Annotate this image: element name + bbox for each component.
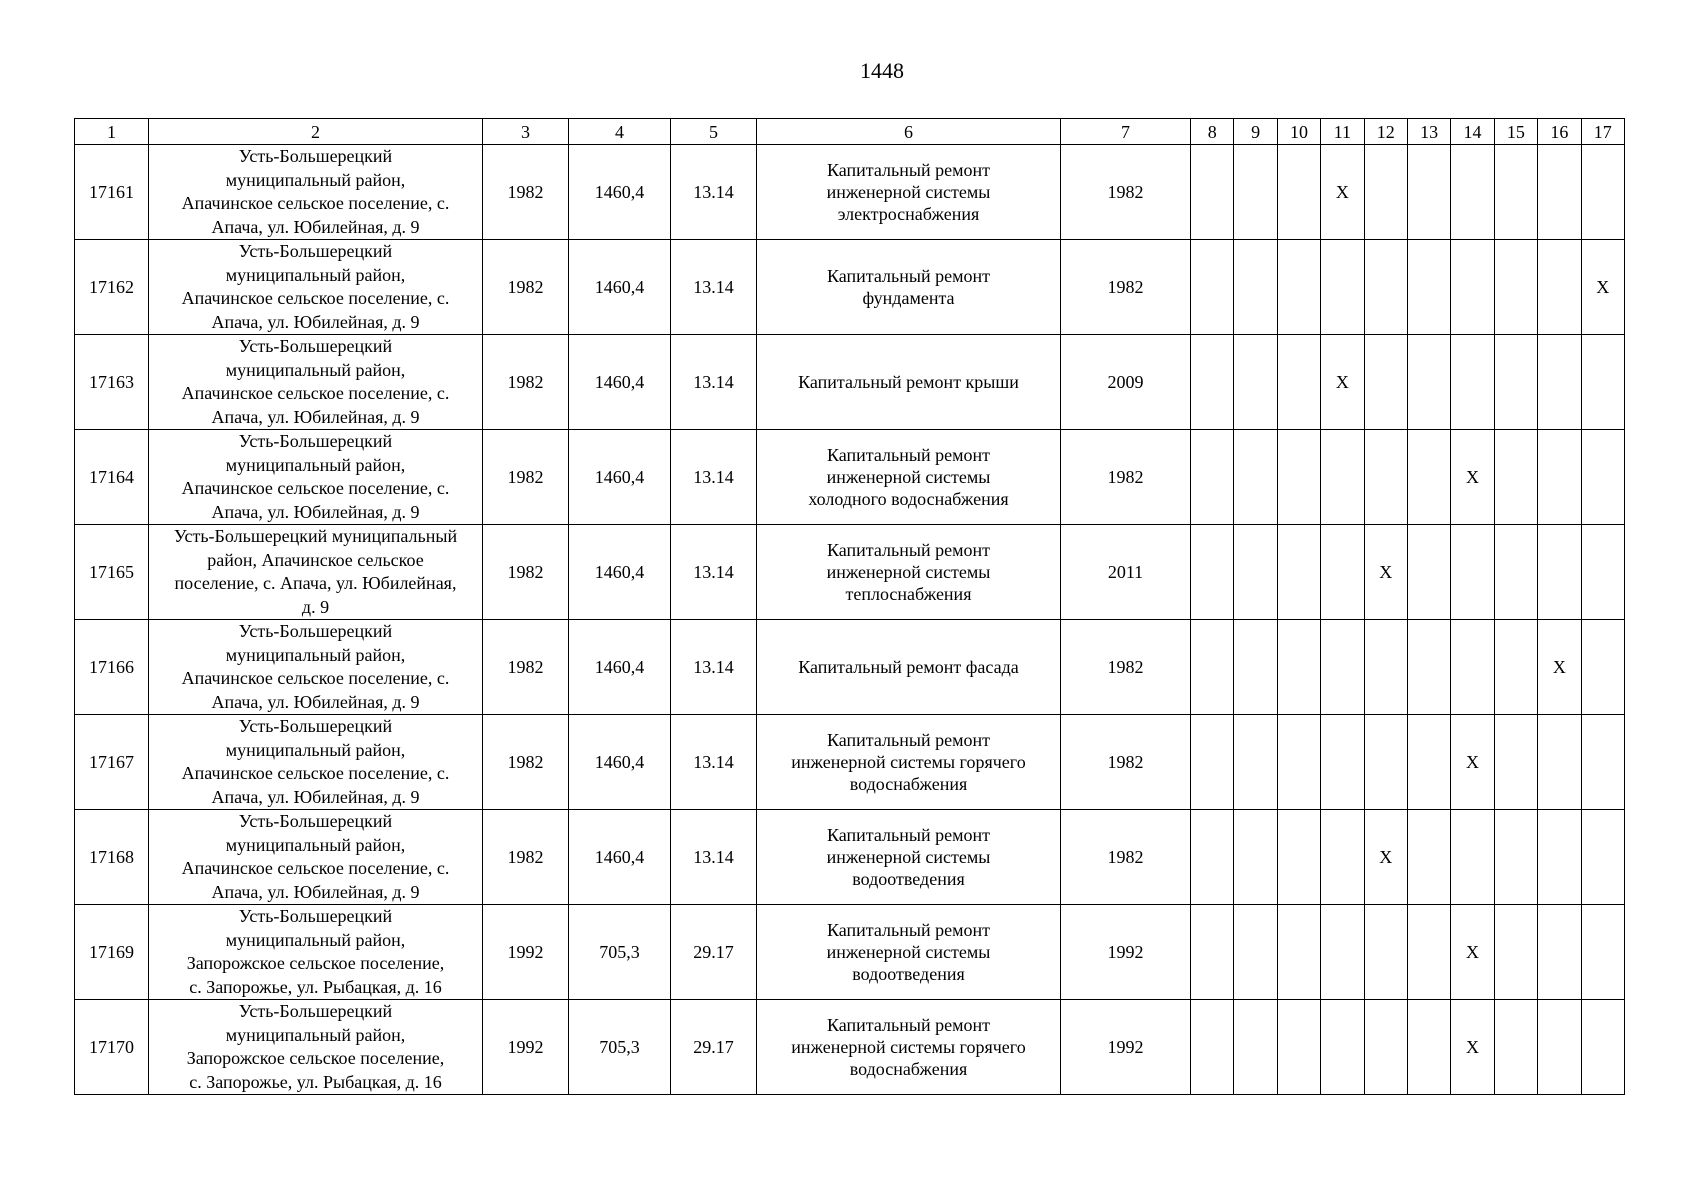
address-cell <box>149 905 483 1000</box>
empty-cell-col-10 <box>1277 145 1320 240</box>
last-repair-year-cell: 1982 <box>1061 810 1191 905</box>
address-line: муниципальный район, <box>225 929 406 950</box>
repair-register-table <box>74 118 1625 1095</box>
address-line: муниципальный район, <box>225 169 406 190</box>
empty-cell-col-10 <box>1277 1000 1320 1095</box>
work-type-line: Капитальный ремонт крыши <box>798 372 1019 392</box>
work-type-line: Капитальный ремонт <box>827 266 990 286</box>
address-cell <box>149 715 483 810</box>
header-row <box>75 119 1625 145</box>
table-row <box>75 905 1625 1000</box>
empty-cell-col-13 <box>1407 335 1450 430</box>
work-type-cell <box>757 810 1061 905</box>
empty-cell-col-13 <box>1407 525 1450 620</box>
address-line: поселение, с. Апача, ул. Юбилейная, <box>174 573 457 593</box>
empty-cell-col-17 <box>1581 430 1624 525</box>
empty-cell-col-9 <box>1234 240 1277 335</box>
empty-cell-col-9 <box>1234 715 1277 810</box>
column-header-1: 1 <box>75 119 149 145</box>
empty-cell-col-10 <box>1277 810 1320 905</box>
empty-cell-col-12 <box>1364 335 1407 430</box>
work-type-line: фундамента <box>862 288 955 308</box>
year-built-cell: 1982 <box>483 525 569 620</box>
address-line: Апача, ул. Юбилейная, д. 9 <box>211 311 420 332</box>
empty-cell-col-15 <box>1494 430 1537 525</box>
address-line: Усть-Большерецкий <box>238 431 393 451</box>
address-line: Усть-Большерецкий <box>238 621 393 641</box>
address-line: муниципальный район, <box>225 264 406 285</box>
last-repair-year-cell: 1982 <box>1061 715 1191 810</box>
address-line: Запорожское сельское поселение, <box>186 1048 445 1068</box>
empty-cell-col-13 <box>1407 810 1450 905</box>
empty-cell-col-10 <box>1277 430 1320 525</box>
empty-cell-col-8 <box>1191 715 1234 810</box>
empty-cell-col-14 <box>1451 810 1494 905</box>
table-row <box>75 1000 1625 1095</box>
empty-cell-col-17 <box>1581 525 1624 620</box>
empty-cell-col-11 <box>1321 810 1364 905</box>
table-row <box>75 715 1625 810</box>
last-repair-year-cell: 1982 <box>1061 145 1191 240</box>
last-repair-year-cell: 2009 <box>1061 335 1191 430</box>
row-id-cell: 17163 <box>75 335 149 430</box>
work-type-line: Капитальный ремонт фасада <box>798 657 1019 677</box>
address-line: Апачинское сельское поселение, с. <box>181 478 450 498</box>
empty-cell-col-9 <box>1234 620 1277 715</box>
column-header-9: 9 <box>1234 119 1277 145</box>
wear-cell: 13.14 <box>671 620 757 715</box>
empty-cell-col-8 <box>1191 430 1234 525</box>
year-built-cell: 1992 <box>483 905 569 1000</box>
address-line: Усть-Большерецкий <box>238 146 393 166</box>
work-type-cell <box>757 525 1061 620</box>
work-type-line: водоотведения <box>852 964 965 984</box>
wear-cell: 13.14 <box>671 525 757 620</box>
empty-cell-col-16 <box>1538 430 1581 525</box>
empty-cell-col-13 <box>1407 240 1450 335</box>
work-type-line: Капитальный ремонт <box>827 730 990 750</box>
empty-cell-col-13 <box>1407 620 1450 715</box>
mark-cell-col-14: X <box>1451 715 1494 810</box>
address-line: район, Апачинское сельское <box>207 549 424 570</box>
address-line: Апачинское сельское поселение, с. <box>181 193 450 213</box>
row-id-cell: 17162 <box>75 240 149 335</box>
empty-cell-col-13 <box>1407 145 1450 240</box>
work-type-line: инженерной системы горячего <box>791 1037 1026 1057</box>
column-header-7: 7 <box>1061 119 1191 145</box>
empty-cell-col-13 <box>1407 715 1450 810</box>
empty-cell-col-15 <box>1494 905 1537 1000</box>
year-built-cell: 1982 <box>483 715 569 810</box>
address-line: Усть-Большерецкий муниципальный <box>173 526 458 546</box>
work-type-cell <box>757 905 1061 1000</box>
last-repair-year-cell: 1982 <box>1061 430 1191 525</box>
table-row <box>75 525 1625 620</box>
year-built-cell: 1982 <box>483 145 569 240</box>
empty-cell-col-8 <box>1191 145 1234 240</box>
address-line: Усть-Большерецкий <box>238 716 393 736</box>
column-header-15: 15 <box>1494 119 1537 145</box>
empty-cell-col-9 <box>1234 810 1277 905</box>
empty-cell-col-17 <box>1581 1000 1624 1095</box>
empty-cell-col-15 <box>1494 715 1537 810</box>
empty-cell-col-16 <box>1538 1000 1581 1095</box>
empty-cell-col-12 <box>1364 240 1407 335</box>
address-line: Апача, ул. Юбилейная, д. 9 <box>211 786 420 807</box>
address-line: Апача, ул. Юбилейная, д. 9 <box>211 406 420 427</box>
work-type-cell <box>757 620 1061 715</box>
table-row <box>75 620 1625 715</box>
year-built-cell: 1982 <box>483 430 569 525</box>
address-cell <box>149 430 483 525</box>
empty-cell-col-9 <box>1234 525 1277 620</box>
empty-cell-col-16 <box>1538 145 1581 240</box>
column-header-11: 11 <box>1321 119 1364 145</box>
address-cell <box>149 620 483 715</box>
empty-cell-col-11 <box>1321 1000 1364 1095</box>
empty-cell-col-10 <box>1277 905 1320 1000</box>
empty-cell-col-8 <box>1191 1000 1234 1095</box>
year-built-cell: 1982 <box>483 240 569 335</box>
empty-cell-col-9 <box>1234 1000 1277 1095</box>
work-type-line: холодного водоснабжения <box>808 489 1009 509</box>
empty-cell-col-8 <box>1191 335 1234 430</box>
empty-cell-col-14 <box>1451 335 1494 430</box>
row-id-cell: 17170 <box>75 1000 149 1095</box>
address-line: с. Запорожье, ул. Рыбацкая, д. 16 <box>189 1071 442 1092</box>
table-row <box>75 430 1625 525</box>
table-row <box>75 335 1625 430</box>
work-type-line: инженерной системы горячего <box>791 752 1026 772</box>
empty-cell-col-16 <box>1538 715 1581 810</box>
mark-cell-col-17: X <box>1581 240 1624 335</box>
empty-cell-col-14 <box>1451 240 1494 335</box>
wear-cell: 13.14 <box>671 715 757 810</box>
empty-cell-col-14 <box>1451 145 1494 240</box>
empty-cell-col-13 <box>1407 430 1450 525</box>
address-line: Апача, ул. Юбилейная, д. 9 <box>211 216 420 237</box>
mark-cell-col-14: X <box>1451 905 1494 1000</box>
mark-cell-col-11: X <box>1321 145 1364 240</box>
column-header-5: 5 <box>671 119 757 145</box>
empty-cell-col-16 <box>1538 335 1581 430</box>
empty-cell-col-16 <box>1538 810 1581 905</box>
address-line: муниципальный район, <box>225 454 406 475</box>
empty-cell-col-15 <box>1494 620 1537 715</box>
table-row <box>75 145 1625 240</box>
address-line: Апачинское сельское поселение, с. <box>181 288 450 308</box>
work-type-line: Капитальный ремонт <box>827 920 990 940</box>
empty-cell-col-12 <box>1364 1000 1407 1095</box>
address-cell <box>149 1000 483 1095</box>
area-cell: 1460,4 <box>569 335 671 430</box>
work-type-cell <box>757 240 1061 335</box>
column-header-2: 2 <box>149 119 483 145</box>
address-line: Усть-Большерецкий <box>238 336 393 356</box>
work-type-line: Капитальный ремонт <box>827 445 990 465</box>
area-cell: 1460,4 <box>569 620 671 715</box>
empty-cell-col-14 <box>1451 525 1494 620</box>
address-line: Апачинское сельское поселение, с. <box>181 668 450 688</box>
address-cell <box>149 145 483 240</box>
wear-cell: 29.17 <box>671 1000 757 1095</box>
mark-cell-col-12: X <box>1364 810 1407 905</box>
wear-cell: 13.14 <box>671 430 757 525</box>
empty-cell-col-15 <box>1494 145 1537 240</box>
address-line: Усть-Большерецкий <box>238 811 393 831</box>
empty-cell-col-15 <box>1494 525 1537 620</box>
column-header-13: 13 <box>1407 119 1450 145</box>
empty-cell-col-15 <box>1494 810 1537 905</box>
address-line: Апача, ул. Юбилейная, д. 9 <box>211 501 420 522</box>
empty-cell-col-11 <box>1321 430 1364 525</box>
empty-cell-col-11 <box>1321 905 1364 1000</box>
work-type-line: водоснабжения <box>849 774 968 794</box>
column-header-6: 6 <box>757 119 1061 145</box>
row-id-cell: 17165 <box>75 525 149 620</box>
last-repair-year-cell: 2011 <box>1061 525 1191 620</box>
column-header-3: 3 <box>483 119 569 145</box>
column-header-12: 12 <box>1364 119 1407 145</box>
address-cell <box>149 525 483 620</box>
area-cell: 1460,4 <box>569 525 671 620</box>
mark-cell-col-16: X <box>1538 620 1581 715</box>
empty-cell-col-9 <box>1234 145 1277 240</box>
empty-cell-col-12 <box>1364 430 1407 525</box>
address-line: Усть-Большерецкий <box>238 906 393 926</box>
row-id-cell: 17168 <box>75 810 149 905</box>
empty-cell-col-10 <box>1277 620 1320 715</box>
work-type-line: Капитальный ремонт <box>827 825 990 845</box>
empty-cell-col-11 <box>1321 240 1364 335</box>
wear-cell: 13.14 <box>671 145 757 240</box>
address-line: д. 9 <box>301 596 330 617</box>
empty-cell-col-10 <box>1277 240 1320 335</box>
address-line: Апачинское сельское поселение, с. <box>181 763 450 783</box>
year-built-cell: 1982 <box>483 620 569 715</box>
last-repair-year-cell: 1982 <box>1061 620 1191 715</box>
empty-cell-col-10 <box>1277 335 1320 430</box>
empty-cell-col-16 <box>1538 905 1581 1000</box>
work-type-line: инженерной системы <box>826 942 991 962</box>
empty-cell-col-16 <box>1538 525 1581 620</box>
wear-cell: 13.14 <box>671 240 757 335</box>
row-id-cell: 17164 <box>75 430 149 525</box>
empty-cell-col-17 <box>1581 715 1624 810</box>
empty-cell-col-17 <box>1581 145 1624 240</box>
year-built-cell: 1992 <box>483 1000 569 1095</box>
empty-cell-col-12 <box>1364 145 1407 240</box>
address-line: муниципальный район, <box>225 1024 406 1045</box>
empty-cell-col-15 <box>1494 240 1537 335</box>
last-repair-year-cell: 1982 <box>1061 240 1191 335</box>
last-repair-year-cell: 1992 <box>1061 905 1191 1000</box>
area-cell: 1460,4 <box>569 430 671 525</box>
last-repair-year-cell: 1992 <box>1061 1000 1191 1095</box>
wear-cell: 13.14 <box>671 810 757 905</box>
empty-cell-col-17 <box>1581 620 1624 715</box>
empty-cell-col-12 <box>1364 620 1407 715</box>
row-id-cell: 17167 <box>75 715 149 810</box>
address-line: муниципальный район, <box>225 644 406 665</box>
work-type-cell <box>757 145 1061 240</box>
empty-cell-col-11 <box>1321 525 1364 620</box>
mark-cell-col-14: X <box>1451 1000 1494 1095</box>
empty-cell-col-9 <box>1234 430 1277 525</box>
address-cell <box>149 240 483 335</box>
column-header-16: 16 <box>1538 119 1581 145</box>
empty-cell-col-8 <box>1191 620 1234 715</box>
year-built-cell: 1982 <box>483 810 569 905</box>
area-cell: 705,3 <box>569 1000 671 1095</box>
address-line: муниципальный район, <box>225 359 406 380</box>
work-type-line: инженерной системы <box>826 847 991 867</box>
empty-cell-col-13 <box>1407 1000 1450 1095</box>
area-cell: 1460,4 <box>569 715 671 810</box>
area-cell: 1460,4 <box>569 810 671 905</box>
address-line: Апачинское сельское поселение, с. <box>181 383 450 403</box>
work-type-line: теплоснабжения <box>845 584 972 604</box>
empty-cell-col-8 <box>1191 810 1234 905</box>
area-cell: 705,3 <box>569 905 671 1000</box>
empty-cell-col-10 <box>1277 715 1320 810</box>
empty-cell-col-16 <box>1538 240 1581 335</box>
address-line: Усть-Большерецкий <box>238 241 393 261</box>
mark-cell-col-14: X <box>1451 430 1494 525</box>
address-cell <box>149 335 483 430</box>
row-id-cell: 17166 <box>75 620 149 715</box>
empty-cell-col-10 <box>1277 525 1320 620</box>
empty-cell-col-8 <box>1191 905 1234 1000</box>
empty-cell-col-12 <box>1364 905 1407 1000</box>
empty-cell-col-15 <box>1494 1000 1537 1095</box>
work-type-line: Капитальный ремонт <box>827 540 990 560</box>
empty-cell-col-17 <box>1581 905 1624 1000</box>
work-type-line: инженерной системы <box>826 182 991 202</box>
work-type-cell <box>757 430 1061 525</box>
work-type-line: инженерной системы <box>826 467 991 487</box>
table-row <box>75 810 1625 905</box>
year-built-cell: 1982 <box>483 335 569 430</box>
work-type-line: Капитальный ремонт <box>827 160 990 180</box>
work-type-line: Капитальный ремонт <box>827 1015 990 1035</box>
address-line: Апача, ул. Юбилейная, д. 9 <box>211 881 420 902</box>
work-type-line: электроснабжения <box>837 204 980 224</box>
work-type-line: водоснабжения <box>849 1059 968 1079</box>
address-line: Запорожское сельское поселение, <box>186 953 445 973</box>
wear-cell: 13.14 <box>671 335 757 430</box>
empty-cell-col-9 <box>1234 335 1277 430</box>
address-line: муниципальный район, <box>225 739 406 760</box>
address-line: с. Запорожье, ул. Рыбацкая, д. 16 <box>189 976 442 997</box>
work-type-line: инженерной системы <box>826 562 991 582</box>
page-number: 1448 <box>860 58 904 83</box>
area-cell: 1460,4 <box>569 145 671 240</box>
row-id-cell: 17161 <box>75 145 149 240</box>
empty-cell-col-11 <box>1321 620 1364 715</box>
empty-cell-col-8 <box>1191 525 1234 620</box>
column-header-8: 8 <box>1191 119 1234 145</box>
work-type-cell <box>757 335 1061 430</box>
mark-cell-col-12: X <box>1364 525 1407 620</box>
address-line: Апачинское сельское поселение, с. <box>181 858 450 878</box>
column-header-17: 17 <box>1581 119 1624 145</box>
address-cell <box>149 810 483 905</box>
column-header-4: 4 <box>569 119 671 145</box>
wear-cell: 29.17 <box>671 905 757 1000</box>
address-line: Усть-Большерецкий <box>238 1001 393 1021</box>
mark-cell-col-11: X <box>1321 335 1364 430</box>
work-type-line: водоотведения <box>852 869 965 889</box>
empty-cell-col-11 <box>1321 715 1364 810</box>
empty-cell-col-14 <box>1451 620 1494 715</box>
empty-cell-col-9 <box>1234 905 1277 1000</box>
empty-cell-col-12 <box>1364 715 1407 810</box>
empty-cell-col-17 <box>1581 810 1624 905</box>
column-header-10: 10 <box>1277 119 1320 145</box>
work-type-cell <box>757 1000 1061 1095</box>
column-header-14: 14 <box>1451 119 1494 145</box>
address-line: муниципальный район, <box>225 834 406 855</box>
empty-cell-col-13 <box>1407 905 1450 1000</box>
address-line: Апача, ул. Юбилейная, д. 9 <box>211 691 420 712</box>
empty-cell-col-8 <box>1191 240 1234 335</box>
work-type-cell <box>757 715 1061 810</box>
empty-cell-col-17 <box>1581 335 1624 430</box>
empty-cell-col-15 <box>1494 335 1537 430</box>
table-body <box>75 145 1625 1095</box>
area-cell: 1460,4 <box>569 240 671 335</box>
table-row <box>75 240 1625 335</box>
row-id-cell: 17169 <box>75 905 149 1000</box>
